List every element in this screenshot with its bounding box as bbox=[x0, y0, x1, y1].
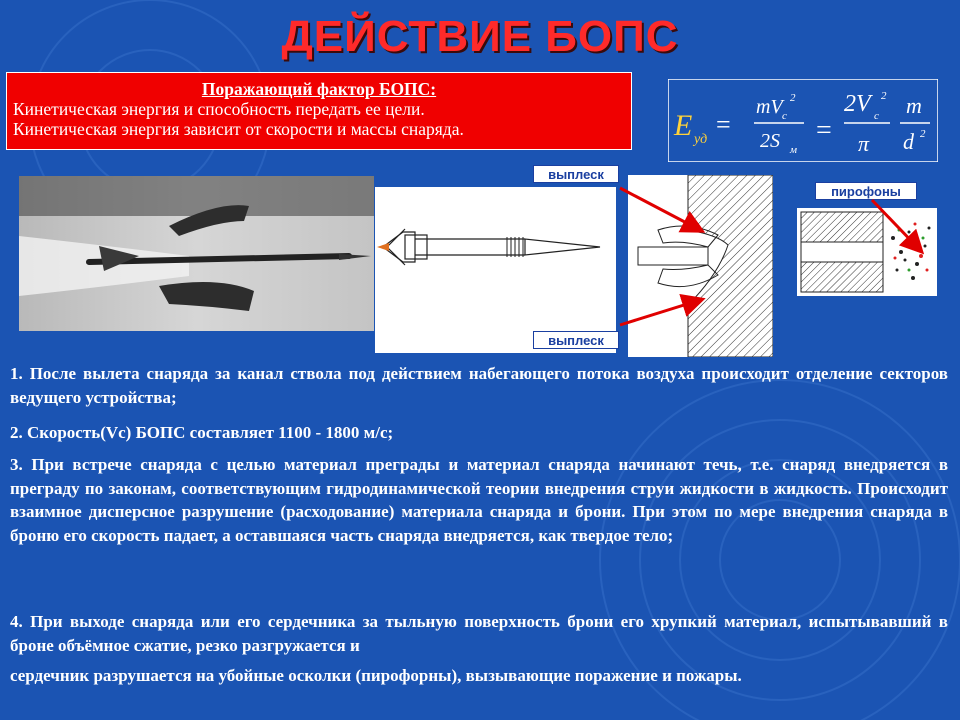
pyrophore-fragments-diagram bbox=[797, 208, 937, 296]
paragraph-1: 1. После вылета снаряда за канал ствола под действием набегающего потока воздуха происходит отделение секторов ведущего устройства; bbox=[10, 364, 948, 407]
formula-f2-num-sub: c bbox=[874, 110, 879, 122]
formula-f1-den-sub: м bbox=[790, 144, 798, 156]
damage-factor-box bbox=[6, 72, 632, 150]
page-title: ДЕЙСТВИЕ БОПС bbox=[281, 12, 679, 61]
paragraph-4b: сердечник разрушается на убойные осколки (пирофорны), вызывающие поражение и пожары. bbox=[10, 666, 742, 685]
formula-f3-num: m bbox=[906, 93, 922, 118]
formula-f2-num-sup: 2 bbox=[881, 90, 887, 102]
formula-eq-2: = bbox=[816, 115, 832, 146]
splash-label-top: выплеск bbox=[533, 165, 619, 183]
formula-f1-num-sub: c bbox=[782, 110, 787, 122]
formula-eq-1: = bbox=[716, 110, 731, 139]
damage-factor-heading: Поражающий фактор БОПС: bbox=[201, 79, 437, 99]
formula-f3-den: d bbox=[903, 129, 914, 154]
formula-f3-den-sup: 2 bbox=[920, 128, 926, 140]
formula-lhs: E bbox=[674, 109, 693, 142]
energy-formula bbox=[668, 79, 938, 162]
projectile-drawing bbox=[375, 187, 616, 353]
damage-factor-line-2: Кинетическая энергия зависит от скорости и массы снаряда. bbox=[13, 119, 464, 139]
paragraph-3: 3. При встрече снаряда с целью материал преграды и материал снаряда начинают течь, т.е. снаряд внедряется в преграду по законам, соответствующим гидродинамической теории внедрения струи жидкости в жидкость. Происходит взаимное дисперсное разрушение (расходование) материала снаряда и брони. При этом по мере внедрения снаряда в броню его скорость падает, а оставшаяся часть снаряда внедряется, как твердое тело; bbox=[10, 455, 948, 545]
formula-f1-num: mV bbox=[756, 96, 783, 118]
splash-label-bottom: выплеск bbox=[533, 331, 619, 349]
paragraph-2: 2. Скорость(Vc) БОПС составляет 1100 - 1800 м/с; bbox=[10, 423, 394, 442]
formula-f1-den: 2S bbox=[760, 130, 780, 152]
damage-factor-line-1: Кинетическая энергия и способность передать ее цели. bbox=[13, 99, 425, 119]
formula-f2-den: π bbox=[858, 131, 870, 156]
formula-f1-num-sup: 2 bbox=[790, 92, 796, 104]
armor-cross-section bbox=[628, 175, 773, 357]
projectile-flight-photo bbox=[19, 176, 374, 331]
formula-lhs-sub: уд bbox=[694, 132, 708, 147]
pyrophores-label: пирофоны bbox=[815, 182, 917, 200]
paragraph-4a: 4. При выходе снаряда или его сердечника за тыльную поверхность брони его хрупкий материал, испытывавший в броне объёмное сжатие, резко разгружается и bbox=[10, 612, 948, 655]
formula-f2-num: 2V bbox=[844, 91, 871, 117]
